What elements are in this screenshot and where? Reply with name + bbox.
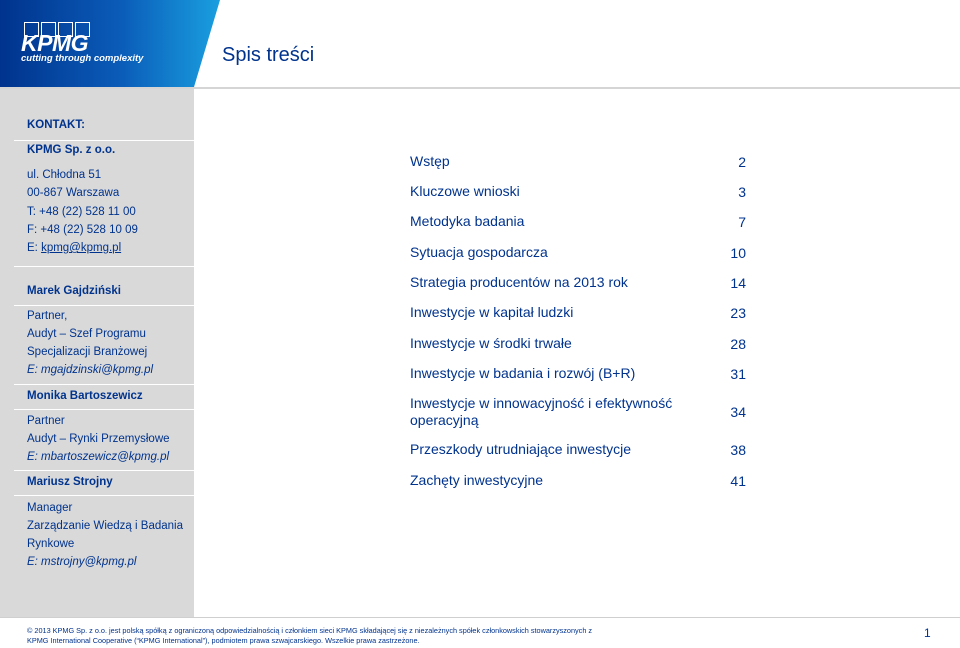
footer-line-1: © 2013 KPMG Sp. z o.o. jest polską spółką z ograniczoną odpowiedzialnością i członkiem sieci KPMG składającej się z niezależnych spółek członkowskich stowarzyszonych z xyxy=(27,626,593,635)
page-number: 1 xyxy=(924,626,931,640)
person-role: Audyt – Szef Programu xyxy=(27,328,146,340)
toc-entry-title: Inwestycje w środki trwałe xyxy=(410,335,572,351)
toc-entry[interactable] xyxy=(410,441,746,458)
toc-entry[interactable] xyxy=(410,244,746,261)
person-email[interactable]: E: mgajdzinski@kpmg.pl xyxy=(27,364,154,376)
toc-entry-page: 34 xyxy=(730,404,746,420)
toc-entry-page: 23 xyxy=(730,304,746,321)
sidebar-divider xyxy=(14,305,194,306)
toc-entry[interactable] xyxy=(410,304,746,321)
person-name: Monika Bartoszewicz xyxy=(27,390,143,402)
toc-entry-page: 3 xyxy=(738,183,746,200)
person-name: Mariusz Strojny xyxy=(27,476,113,488)
contact-city: 00-867 Warszawa xyxy=(27,187,120,199)
sidebar-divider xyxy=(14,266,194,267)
person-email[interactable]: E: mbartoszewicz@kpmg.pl xyxy=(27,451,170,463)
sidebar-divider xyxy=(14,495,194,496)
contact-fax: F: +48 (22) 528 10 09 xyxy=(27,224,138,236)
toc-entry-page: 41 xyxy=(730,472,746,489)
footer-divider xyxy=(0,617,960,618)
toc-entry-page: 14 xyxy=(730,274,746,291)
toc-entry-title: Inwestycje w kapitał ludzki xyxy=(410,304,574,320)
contact-email-prefix: E: xyxy=(27,242,42,254)
sidebar-divider xyxy=(14,470,194,471)
contact-email-link[interactable]: kpmg@kpmg.pl xyxy=(41,242,122,254)
toc-entry-title: Metodyka badania xyxy=(410,213,525,229)
contact-street: ul. Chłodna 51 xyxy=(27,169,102,181)
sidebar-divider xyxy=(14,140,194,141)
person-name: Marek Gajdziński xyxy=(27,285,121,297)
toc-entry-title: Wstęp xyxy=(410,153,450,169)
person-role: Specjalizacji Branżowej xyxy=(27,346,148,358)
toc-entry[interactable] xyxy=(410,153,746,170)
person-role: Partner xyxy=(27,415,65,427)
person-email[interactable]: E: mstrojny@kpmg.pl xyxy=(27,556,137,568)
contact-phone: T: +48 (22) 528 11 00 xyxy=(27,206,136,218)
toc-entry[interactable] xyxy=(410,472,746,489)
page-title: Spis treści xyxy=(222,44,315,66)
toc-entry[interactable] xyxy=(410,395,746,429)
contact-company: KPMG Sp. z o.o. xyxy=(27,144,116,156)
toc-entry[interactable] xyxy=(410,335,746,352)
toc-entry-page: 28 xyxy=(730,335,746,352)
toc-entry[interactable] xyxy=(410,213,746,230)
toc-entry-page: 10 xyxy=(730,244,746,261)
toc-entry[interactable] xyxy=(410,183,746,200)
footer-line-2: KPMG International Cooperative (“KPMG International”), podmiotem prawa szwajcarskiego. Wszelkie prawa zastrzeżone. xyxy=(27,636,420,645)
toc-entry-title: Strategia producentów na 2013 rok xyxy=(410,274,628,290)
toc-entry-title: Inwestycje w innowacyjność i efektywność operacyjną xyxy=(410,395,673,428)
person-role: Manager xyxy=(27,502,73,514)
person-role: Zarządzanie Wiedzą i Badania xyxy=(27,520,183,532)
contact-heading: KONTAKT: xyxy=(27,119,85,131)
person-role: Audyt – Rynki Przemysłowe xyxy=(27,433,170,445)
toc-entry-title: Przeszkody utrudniające inwestycje xyxy=(410,441,631,457)
kpmg-logo-text: KPMG xyxy=(21,30,88,56)
toc-entry-page: 7 xyxy=(738,213,746,230)
toc-entry-title: Zachęty inwestycyjne xyxy=(410,472,544,488)
person-role: Rynkowe xyxy=(27,538,75,550)
toc-entry-title: Inwestycje w badania i rozwój (B+R) xyxy=(410,365,636,381)
toc-entry[interactable] xyxy=(410,274,746,291)
sidebar-divider xyxy=(14,384,194,385)
toc-entry-title: Sytuacja gospodarcza xyxy=(410,244,548,260)
footer-copyright xyxy=(27,626,592,646)
person-role: Partner, xyxy=(27,310,68,322)
toc-entry[interactable] xyxy=(410,365,746,382)
toc-entry-page: 31 xyxy=(730,365,746,382)
kpmg-logo-tagline: cutting through complexity xyxy=(21,53,144,64)
toc-entry-title: Kluczowe wnioski xyxy=(410,183,520,199)
kpmg-logo-block xyxy=(0,0,220,87)
sidebar-divider xyxy=(14,409,194,410)
toc-entry-page: 2 xyxy=(738,153,746,170)
toc-entry-page: 38 xyxy=(730,441,746,458)
contact-email-line xyxy=(27,242,121,254)
